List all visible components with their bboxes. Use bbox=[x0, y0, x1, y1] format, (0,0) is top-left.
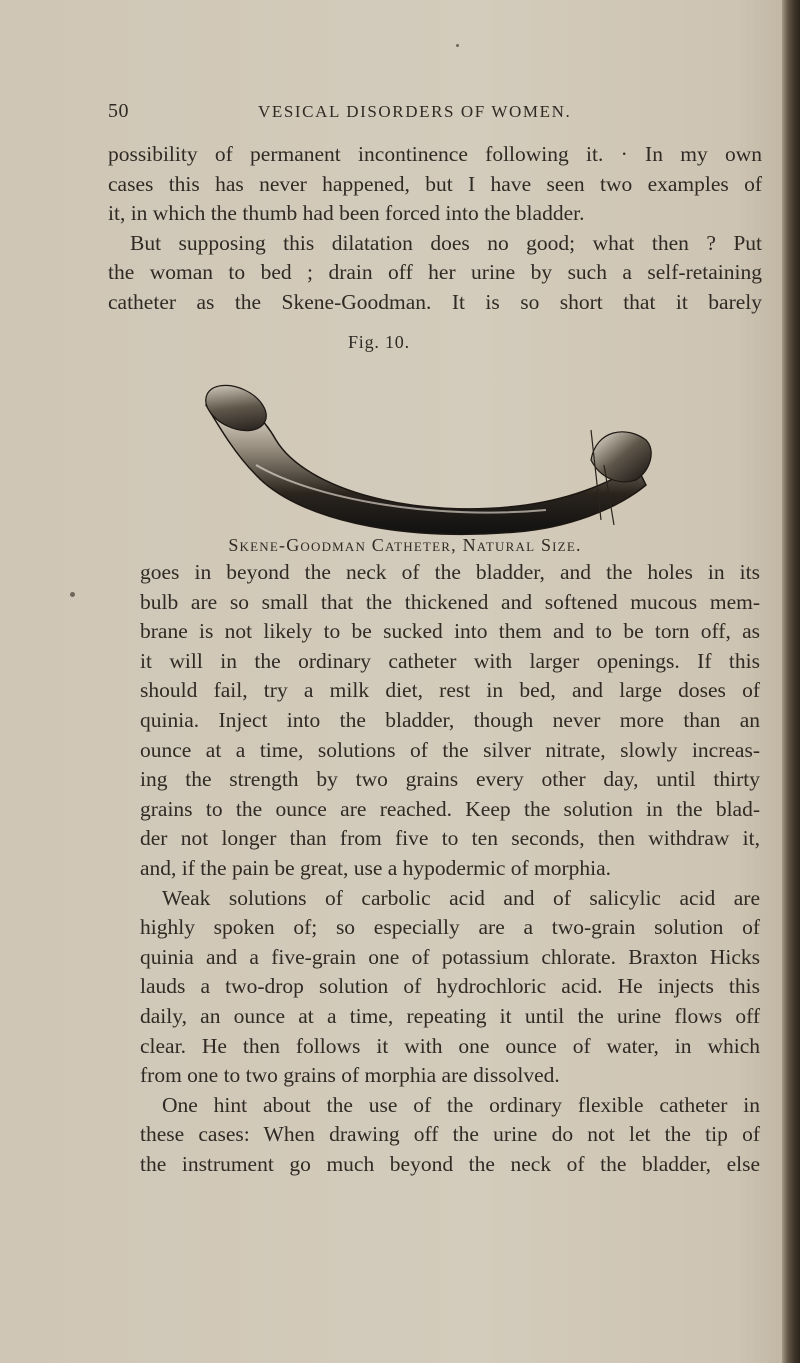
text-line: cases this has never happened, but I have seen two examples of bbox=[108, 171, 762, 196]
text-line: lauds a two-drop solution of hydrochloric acid. He injects this bbox=[140, 974, 760, 999]
figure-caption: Skene-Goodman Catheter, Natural Size. bbox=[228, 535, 582, 555]
text-line: from one to two grains of morphia are dissolved. bbox=[140, 1063, 560, 1088]
text-line: highly spoken of; so especially are a two-grain solution of bbox=[140, 915, 760, 940]
page-header bbox=[108, 100, 768, 140]
figure-label: Fig. 10. bbox=[348, 332, 410, 352]
margin-mark bbox=[70, 592, 75, 597]
text-line: goes in beyond the neck of the bladder, and the holes in its bbox=[140, 560, 760, 584]
text-line: Weak solutions of carbolic acid and of salicylic acid are bbox=[162, 885, 760, 910]
text-line: daily, an ounce at a time, repeating it until the urine flows off bbox=[140, 1003, 760, 1028]
text-line: But supposing this dilatation does no good; what then ? Put bbox=[130, 230, 762, 255]
paragraph-top bbox=[108, 140, 762, 318]
text-line: One hint about the use of the ordinary flexible catheter in bbox=[162, 1092, 760, 1117]
text-line: possibility of permanent incontinence following it. · In my own bbox=[108, 142, 762, 166]
text-line: brane is not likely to be sucked into them and to be torn off, as bbox=[140, 619, 760, 644]
margin-mark bbox=[456, 44, 459, 47]
text-line: it will in the ordinary catheter with larger openings. If this bbox=[140, 648, 760, 673]
text-line: and, if the pain be great, use a hypodermic of morphia. bbox=[140, 855, 612, 880]
text-line: ing the strength by two grains every other day, until thirty bbox=[140, 767, 760, 792]
text-line: should fail, try a milk diet, rest in bed, and large doses of bbox=[140, 678, 760, 703]
text-line: it, in which the thumb had been forced into the bladder. bbox=[108, 201, 585, 226]
text-line: the woman to bed ; drain off her urine by such a self-retaining bbox=[108, 260, 762, 285]
text-line: der not longer than from five to ten seconds, then withdraw it, bbox=[140, 826, 760, 851]
page-number: 50 bbox=[108, 100, 129, 122]
text-line: quinia. Inject into the bladder, though never more than an bbox=[140, 707, 760, 732]
text-line: grains to the ounce are reached. Keep the solution in the blad- bbox=[140, 796, 760, 821]
text-line: these cases: When drawing off the urine do not let the tip of bbox=[140, 1122, 760, 1147]
text-line: catheter as the Skene-Goodman. It is so short that it barely bbox=[108, 289, 762, 314]
text-line: quinia and a five-grain one of potassium chlorate. Braxton Hicks bbox=[140, 944, 760, 969]
page-edge bbox=[782, 0, 800, 1363]
text-line: the instrument go much beyond the neck of the bladder, else bbox=[140, 1151, 760, 1176]
running-head: VESICAL DISORDERS OF WOMEN. bbox=[258, 102, 572, 121]
text-line: ounce at a time, solutions of the silver nitrate, slowly increas- bbox=[140, 737, 760, 762]
text-line: clear. He then follows it with one ounce of water, in which bbox=[140, 1033, 760, 1058]
paragraph-bottom bbox=[140, 558, 760, 1179]
catheter-drawing bbox=[196, 370, 656, 540]
catheter-illustration bbox=[196, 370, 656, 540]
text-line: bulb are so small that the thickened and softened mucous mem- bbox=[140, 589, 760, 614]
